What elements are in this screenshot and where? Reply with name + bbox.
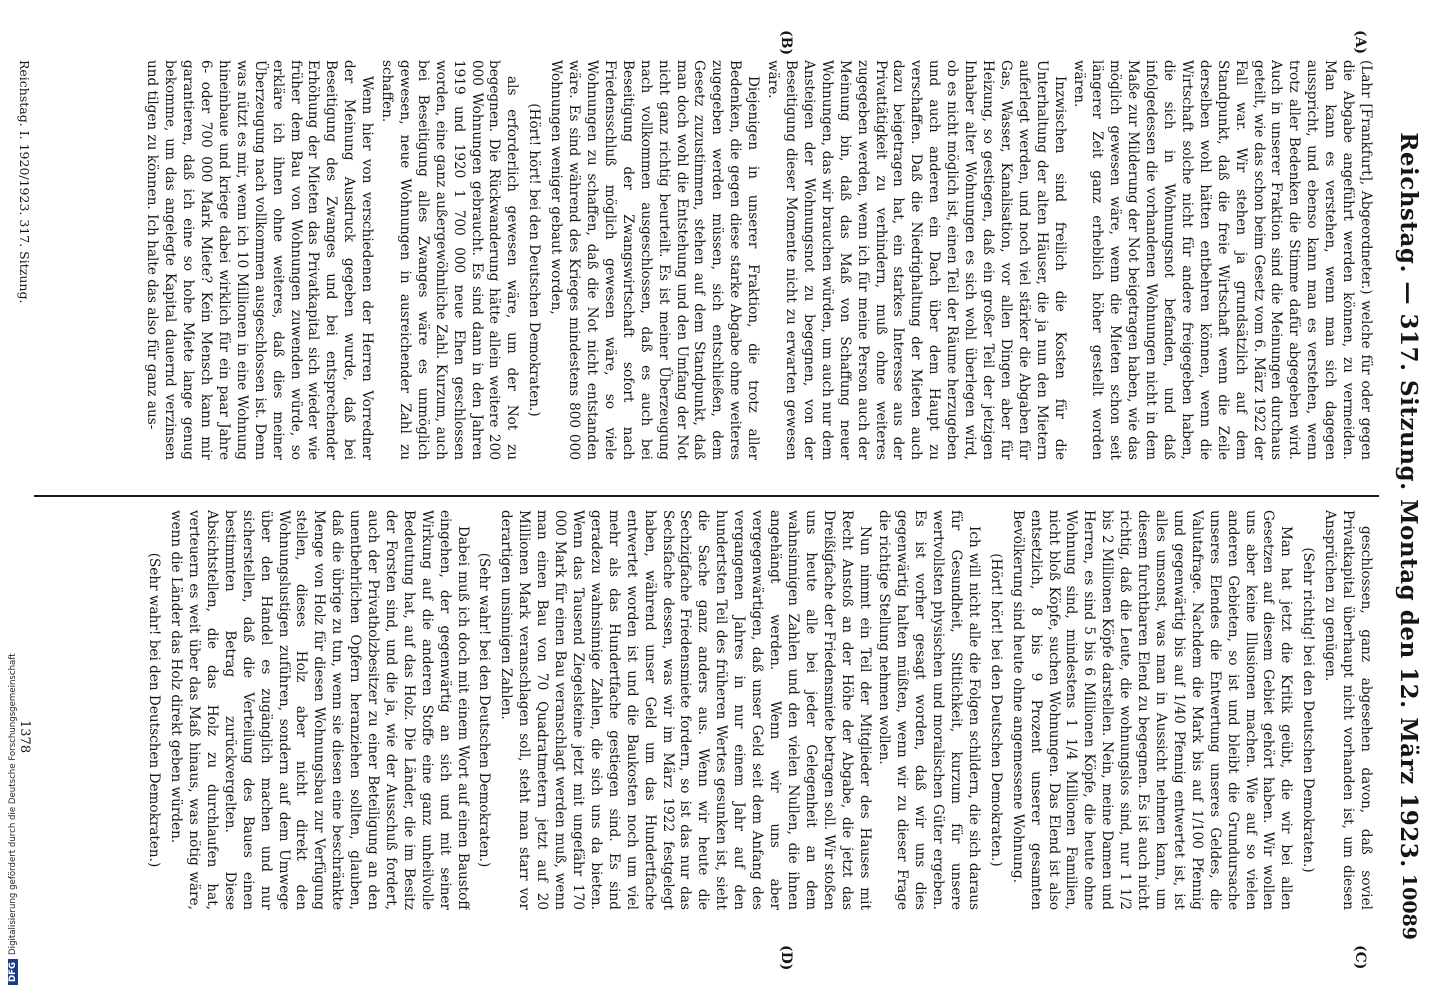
paragraph: als erforderlich gewesen wäre, um der Not zu begegnen. Die Rückwanderung hätte allein weitere 200 000 Wohnungen gebraucht. Es sind dann in den Jahren 1919 und 1920 1 700 000 neue Ehen geschlossen worden, eine ganz außergewöhnliche Zahl. Kurzum, auch bei Beseitigung alles Zwanges wäre es unmöglich gewesen, neue Wohnungen in ausreichender Zahl zu schaffen. [379, 60, 521, 460]
interjection: (Sehr wahr! bei den Deutschen Demokraten.) [146, 552, 163, 868]
digitization-note-text: Digitalisierung gefördert durch die Deutsche Forschungsgemeinschaft [8, 653, 18, 955]
paragraph: (Lahr [Frankfurt], Abgeordneter.) welche für oder gegen die Abgabe angeführt werden können, zu vermeiden. Man kann es verstehen, wenn man sich dagegen ausspricht, und ebenso kann man es verstehen, wenn trotz aller Bedenken die Stimme dafür abgegeben wird. Auch in unserer Fraktion sind die Meinungen durchaus geteilt, wie das schon beim Gesetz vom 6. März 1922 der Fall war. Wir stehen ja grundsätzlich auf dem Standpunkt, daß die freie Wirtschaft wenn die Zeile derselben wohl hätten entbehren können, wenn die Wirtschaft solche nicht für andere freigegeben haben, die sich in Wohnungsnot befanden, und daß infolgedessen die vorhandenen Wohnungen nicht in dem Maße zur Milderung der Not beigetragen haben, wie das möglich gewesen wäre, wenn die Mieten schon seit längerer Zeit ganz erheblich höher gestellt worden wären. [1071, 60, 1374, 460]
paragraph: Dabei muß ich doch mit einem Wort auf einen Baustoff eingehen, der gegenwärtig an sich und mit seiner Wirkung auf die anderen Stoffe eine ganz unheilvolle Bedeutung hat, auf das Holz. Die Länder, die im Besitz der Forsten sind, und die ja, wie der Ausschuß fordert, auch der Privatholzbesitzer zu einer Beteiligung an den unentbehrlichen Opfern heranziehen sollten, glauben, daß die übrige zu tun, wenn sie diesen eine beschränkte Menge von Holz für diesen Wohnungsbau zur Verfügung stellen, dieses Holz aber nicht direkt den Wohnungslustigen zuführen, sondern auf dem Umwege über den Handel es zugänglich machen und nur sicherstellen, daß die Verteilung des Baues einen bestimmten Betrag zurückvergelten. Diese Absichtstellen, die das Holz zu durchlaufen hat, verteuern es weit über das Maß hinaus, was nötig wäre, wenn die Länder das Holz direkt geben würden. [168, 510, 471, 910]
digitization-note [8, 0, 22, 985]
page-number: 10089 [1398, 873, 1420, 940]
page-header [1386, 60, 1426, 940]
paragraph: Man hat jetzt die Kritik geübt, die wir bei allen Gesetzen auf diesem Gebiet gehört haben. Wir wollen uns aber keine Illusionen machen. Wie auf so vielen anderen Gebieten, so ist und bleibt die Grundursache unseres Elendes die Entwertung unseres Geldes, die Valutafrage. Nachdem die Mark bis auf 1/100 Pfennig und gegenwärtig bis auf 1/40 Pfennig entwertet ist, ist alles umsonst, was man in Aussicht nehmen kann, um diesem furchtbaren Elend zu begegnen. Es ist auch nicht richtig, daß die Leute, die wohnungslos sind, nur 1 1/2 bis 2 Millionen Köpfe darstellen. Nein, meine Damen und Herren, es sind 5 bis 6 Millionen Köpfe, die heute ohne Wohnung sind, mindestens 1 1/4 Millionen Familien, nicht bloß Köpfe, suchen Wohnungen. Das Elend ist also entsetzlich, 8 bis 9 Prozent unserer gesamten Bevölkerung sind heute ohne angemessene Wohnung. [1009, 510, 1295, 910]
paragraph: Diejenigen in unserer Fraktion, die trotz aller Bedenken, die gegen diese starke Abgabe ohne weiteres zugegeben werden müssen, sich entschließen, dem Gesetz zuzustimmen, stehen auf dem Standpunkt, daß man doch wohl die Entstehung und den Umfang der Not nicht ganz richtig beurteilt. Es ist meiner Überzeugung nach vollkommen ausgeschlossen, daß es auch bei Beseitigung der Zwangswirtschaft sofort nach Friedensschluß möglich gewesen wäre, so viele Wohnungen zu schaffen, daß die Not nicht entstanden wäre. Es sind während des Krieges mindestens 800 000 Wohnungen weniger gebaut worden, [548, 60, 762, 460]
interjection: (Hört! hört! bei den Deutschen Demokraten.) [526, 103, 543, 417]
margin-marker-b: (B) [778, 30, 794, 56]
margin-marker-c: (C) [1352, 945, 1368, 970]
dfg-logo: DFG [8, 959, 18, 985]
paragraph: geschlossen, ganz abgesehen davon, daß soviel Privatkapital überhaupt nicht vorhanden ist, um diesen Ansprüchen zu genügen. [1322, 510, 1374, 910]
interjection: (Hört! hört! bei den Deutschen Demokraten.) [987, 553, 1004, 867]
interjection: (Sehr wahr! bei den Deutschen Demokraten.) [476, 552, 493, 868]
column-divider [34, 495, 1379, 497]
paragraph: Inzwischen sind freilich die Kosten für die Unterhaltung der alten Häuser, die ja nun den Mietern auferlegt werden, und noch viel stärker die Abgaben für Gas, Wasser, Kanalisation, vor allen Dingen aber für Heizung, so gestiegen, daß ein großer Teil der jetzigen Inhaber alter Wohnungen es sich wohl überlegen wird, ob es nicht möglich ist, einen Teil der Räume herzugeben und auch anderen ein Dach über dem Haupt zu verschaffen. Daß die Niedrighaltung der Mieten auch dazu beigetragen hat, ein starkes Interesse aus der Privattätigkeit zu verhindern, muß ohne weiteres zugegeben werden, wenn ich für meine Person auch der Meinung bin, daß das Maß von Schaffung neuer Wohnungen, das wir brauchen würden, um auch nur dem Ansteigen der Wohnungsnot zu begegnen, von der Beseitigung dieser Momente nicht zu erwarten gewesen wäre. [765, 60, 1068, 460]
margin-marker-a: (A) [1352, 30, 1368, 55]
interjection: (Sehr richtig! bei den Deutschen Demokraten.) [1300, 547, 1317, 873]
page-title: Reichstag. — 317. Sitzung. Montag den 12. März 1923. [1395, 132, 1422, 868]
paragraph: Nun nimmt ein Teil der Mitglieder des Hauses mit Recht Anstoß an der Höhe der Abgabe, die jetzt das Dreißigfache der Friedensmiete betragen soll. Wir stoßen uns heute alle bei jeder Gelegenheit an dem wahnsinnigen Zahlen und den vielen Nullen, die ihnen angehängt werden. Wenn wir uns aber vergegenwärtigen, daß unser Geld seit dem Anfang des vergangenen Jahres in nur einem Jahr auf den hundertsten Teil des früheren Wertes gesunken ist, sieht die Sache ganz anders aus. Wenn wir heute die Sechzigfache Friedensmiete fordern, so ist das nur das Sechsfache dessen, was wir im März 1922 festgelegt haben, während unser Geld um das Hundertfache entwertet worden ist und die Baukosten noch um viel mehr als das Hundertfache gestiegen sind. Es sind geradezu wahnsinnige Zahlen, die sich uns da bieten. Wenn das Tausend Ziegelsteine jetzt mit ungefähr 170 000 Mark für einen Bau veranschlagt werden muß, wenn man einen Bau von 70 Quadratmetern jetzt auf 20 Millionen Mark veranschlagen soll, steht man starr vor derartigen unsinnigen Zahlen. [498, 510, 873, 910]
margin-marker-d: (D) [778, 945, 794, 971]
footer-sheet-number: 1378 [17, 720, 32, 754]
right-column [34, 510, 1374, 910]
footer-session-info: Reichstag. I. 1920/1923. 317. Sitzung. [17, 60, 32, 304]
left-column [34, 60, 1374, 460]
paragraph: Ich will nicht alle die Folgen schildern, die sich daraus für Gesundheit, Sittlichkeit, kurzum für unsere wertvollsten physischen und moralischen Güter ergeben. Es ist vorher gesagt worden, daß wir uns dies gegenwärtig halten müßten, wenn wir zu dieser Frage die richtige Stellung nehmen wollen. [876, 510, 982, 910]
paragraph: Wenn hier von verschiedenen der Herren Vorredner der Meinung Ausdruck gegeben wurde, daß bei Beseitigung des Zwanges und bei entsprechender Erhöhung der Mieten das Privatkapital sich wieder wie früher dem Bau von Wohnungen zuwenden würde, so erkläre ich ihnen ohne weiteres, daß dies meiner Überzeugung nach vollkommen ausgeschlossen ist. Denn was nützt es mir, wenn ich 10 Millionen in eine Wohnung hineinbaue und kriege dabei wirklich für ein paar Jahre 6- oder 700 000 Mark Miete? Kein Mensch kann mir garantieren, daß ich eine so hohe Miete lange genug bekomme, um das angelegte Kapital dauernd verzinsen und tilgen zu können. Ich halte das also für ganz aus- [144, 60, 376, 460]
